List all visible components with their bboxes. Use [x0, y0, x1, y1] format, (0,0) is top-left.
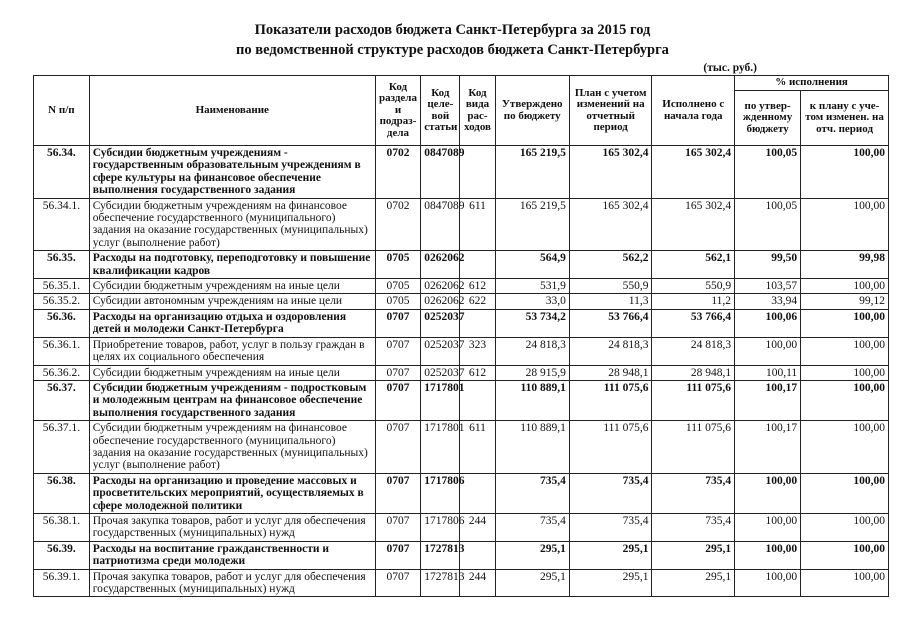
- cell-plan: 165 302,4: [569, 198, 652, 251]
- cell-executed: 53 766,4: [652, 309, 735, 337]
- cell-name: Прочая закупка товаров, работ и услуг для обеспечения государственных (муниципальных) нужд: [89, 513, 375, 541]
- cell-executed: 111 075,6: [652, 421, 735, 474]
- cell-approved: 735,4: [495, 513, 569, 541]
- table-row: [34, 473, 889, 513]
- cell-name: Расходы на воспитание гражданственности и патриотизма среди молодежи: [89, 541, 375, 569]
- budget-table: [33, 75, 889, 597]
- cell-plan: 735,4: [569, 513, 652, 541]
- cell-target: 0262062: [421, 279, 460, 294]
- cell-executed: 550,9: [652, 279, 735, 294]
- cell-pct-approved: 100,05: [735, 146, 801, 199]
- cell-target: 1727813: [421, 541, 460, 569]
- cell-pct-plan: 100,00: [801, 569, 889, 597]
- cell-name: Субсидии бюджетным учреждениям на финансовое обеспечение государственного (муниципального) задания на оказание государственных (муниципальных) услуг (выполнение работ): [89, 421, 375, 474]
- cell-plan: 53 766,4: [569, 309, 652, 337]
- table-row: [34, 279, 889, 294]
- header-approved: Утверждено по бюджету: [495, 76, 569, 146]
- cell-approved: 165 219,5: [495, 146, 569, 199]
- cell-section: 0707: [375, 309, 420, 337]
- cell-kind: [460, 146, 495, 199]
- table-row: [34, 380, 889, 420]
- cell-executed: 735,4: [652, 473, 735, 513]
- cell-name: Субсидии бюджетным учреждениям на иные цели: [89, 279, 375, 294]
- cell-pct-plan: 100,00: [801, 380, 889, 420]
- cell-name: Субсидии автономным учреждениям на иные цели: [89, 294, 375, 309]
- cell-pct-plan: 100,00: [801, 279, 889, 294]
- cell-section: 0702: [375, 146, 420, 199]
- cell-num: 56.37.1.: [34, 421, 90, 474]
- cell-num: 56.36.2.: [34, 365, 90, 380]
- table-row: [34, 198, 889, 251]
- table-row: [34, 365, 889, 380]
- cell-pct-approved: 99,50: [735, 251, 801, 279]
- cell-plan: 165 302,4: [569, 146, 652, 199]
- cell-pct-approved: 103,57: [735, 279, 801, 294]
- header-pct-approved: по утвер-жденному бюджету: [735, 91, 801, 146]
- cell-num: 56.36.: [34, 309, 90, 337]
- header-num: N п/п: [34, 76, 90, 146]
- cell-num: 56.39.1.: [34, 569, 90, 597]
- cell-plan: 550,9: [569, 279, 652, 294]
- cell-section: 0707: [375, 365, 420, 380]
- cell-target: 1717806: [421, 473, 460, 513]
- cell-pct-plan: 100,00: [801, 421, 889, 474]
- cell-pct-plan: 100,00: [801, 541, 889, 569]
- cell-pct-approved: 100,05: [735, 198, 801, 251]
- cell-pct-plan: 100,00: [801, 365, 889, 380]
- cell-name: Субсидии бюджетным учреждениям - государственным образовательным учреждениям в сфере культуры на финансовое обеспечение выполнения государственного задания: [89, 146, 375, 199]
- cell-section: 0707: [375, 513, 420, 541]
- cell-name: Расходы на подготовку, переподготовку и повышение квалификации кадров: [89, 251, 375, 279]
- cell-target: 1727813: [421, 569, 460, 597]
- header-plan: План с учетом изменений на отчетный период: [569, 76, 652, 146]
- cell-plan: 295,1: [569, 541, 652, 569]
- cell-pct-approved: 100,11: [735, 365, 801, 380]
- cell-approved: 33,0: [495, 294, 569, 309]
- cell-kind: [460, 541, 495, 569]
- cell-num: 56.39.: [34, 541, 90, 569]
- cell-pct-approved: 100,17: [735, 421, 801, 474]
- cell-pct-plan: 100,00: [801, 146, 889, 199]
- cell-num: 56.34.1.: [34, 198, 90, 251]
- cell-kind: 323: [460, 337, 495, 365]
- cell-target: 0252037: [421, 365, 460, 380]
- cell-pct-plan: 100,00: [801, 473, 889, 513]
- cell-pct-approved: 100,00: [735, 337, 801, 365]
- cell-kind: [460, 251, 495, 279]
- cell-target: 1717806: [421, 513, 460, 541]
- cell-target: 1717801: [421, 380, 460, 420]
- cell-approved: 110 889,1: [495, 380, 569, 420]
- cell-executed: 295,1: [652, 569, 735, 597]
- table-row: [34, 337, 889, 365]
- cell-num: 56.35.: [34, 251, 90, 279]
- cell-name: Приобретение товаров, работ, услуг в пользу граждан в целях их социального обеспечения: [89, 337, 375, 365]
- cell-kind: 612: [460, 365, 495, 380]
- cell-num: 56.36.1.: [34, 337, 90, 365]
- cell-num: 56.35.2.: [34, 294, 90, 309]
- cell-approved: 53 734,2: [495, 309, 569, 337]
- cell-pct-approved: 100,00: [735, 473, 801, 513]
- cell-approved: 110 889,1: [495, 421, 569, 474]
- cell-approved: 531,9: [495, 279, 569, 294]
- cell-pct-plan: 100,00: [801, 513, 889, 541]
- cell-pct-approved: 100,06: [735, 309, 801, 337]
- cell-kind: 244: [460, 569, 495, 597]
- cell-plan: 111 075,6: [569, 421, 652, 474]
- cell-num: 56.38.: [34, 473, 90, 513]
- cell-name: Расходы на организацию и проведение массовых и просветительских мероприятий, осуществляемых в сфере молодежной политики: [89, 473, 375, 513]
- cell-pct-plan: 100,00: [801, 337, 889, 365]
- cell-executed: 111 075,6: [652, 380, 735, 420]
- cell-pct-plan: 99,98: [801, 251, 889, 279]
- header-kind: Код вида рас-ходов: [460, 76, 495, 146]
- cell-kind: 612: [460, 279, 495, 294]
- document-title-line1: Показатели расходов бюджета Санкт-Петербурга за 2015 год: [254, 22, 651, 38]
- cell-executed: 295,1: [652, 541, 735, 569]
- cell-plan: 11,3: [569, 294, 652, 309]
- cell-target: 0847089: [421, 146, 460, 199]
- cell-approved: 295,1: [495, 569, 569, 597]
- cell-section: 0702: [375, 198, 420, 251]
- cell-approved: 735,4: [495, 473, 569, 513]
- cell-pct-approved: 100,00: [735, 541, 801, 569]
- cell-section: 0707: [375, 473, 420, 513]
- cell-approved: 165 219,5: [495, 198, 569, 251]
- cell-plan: 28 948,1: [569, 365, 652, 380]
- cell-target: 0252037: [421, 309, 460, 337]
- cell-num: 56.38.1.: [34, 513, 90, 541]
- table-row: [34, 513, 889, 541]
- header-executed: Исполнено с начала года: [652, 76, 735, 146]
- cell-target: 0252037: [421, 337, 460, 365]
- cell-kind: 611: [460, 421, 495, 474]
- cell-name: Прочая закупка товаров, работ и услуг для обеспечения государственных (муниципальных) нужд: [89, 569, 375, 597]
- cell-plan: 295,1: [569, 569, 652, 597]
- cell-num: 56.34.: [34, 146, 90, 199]
- cell-name: Расходы на организацию отдыха и оздоровления детей и молодежи Санкт-Петербурга: [89, 309, 375, 337]
- cell-target: 1717801: [421, 421, 460, 474]
- cell-name: Субсидии бюджетным учреждениям на финансовое обеспечение государственного (муниципального) задания на оказание государственных (муниципальных) услуг (выполнение работ): [89, 198, 375, 251]
- cell-approved: 295,1: [495, 541, 569, 569]
- cell-executed: 735,4: [652, 513, 735, 541]
- cell-plan: 24 818,3: [569, 337, 652, 365]
- cell-target: 0847089: [421, 198, 460, 251]
- cell-section: 0705: [375, 294, 420, 309]
- cell-pct-plan: 100,00: [801, 309, 889, 337]
- cell-kind: 244: [460, 513, 495, 541]
- cell-kind: [460, 473, 495, 513]
- cell-section: 0707: [375, 421, 420, 474]
- cell-executed: 28 948,1: [652, 365, 735, 380]
- cell-target: 0262062: [421, 294, 460, 309]
- cell-name: Субсидии бюджетным учреждениям - подростковым и молодежным центрам на финансовое обеспечение выполнения государственного задания: [89, 380, 375, 420]
- header-name: Наименование: [89, 76, 375, 146]
- table-row: [34, 569, 889, 597]
- cell-section: 0707: [375, 337, 420, 365]
- cell-pct-approved: 33,94: [735, 294, 801, 309]
- table-row: [34, 541, 889, 569]
- table-row: [34, 294, 889, 309]
- table-body: [34, 146, 889, 597]
- table-row: [34, 309, 889, 337]
- cell-name: Субсидии бюджетным учреждениям на иные цели: [89, 365, 375, 380]
- cell-pct-plan: 99,12: [801, 294, 889, 309]
- cell-approved: 564,9: [495, 251, 569, 279]
- document-title-line2: по ведомственной структуре расходов бюджета Санкт-Петербурга: [236, 42, 669, 58]
- cell-kind: 611: [460, 198, 495, 251]
- cell-section: 0707: [375, 380, 420, 420]
- cell-section: 0707: [375, 569, 420, 597]
- cell-executed: 11,2: [652, 294, 735, 309]
- cell-pct-approved: 100,00: [735, 513, 801, 541]
- cell-executed: 165 302,4: [652, 146, 735, 199]
- cell-num: 56.37.: [34, 380, 90, 420]
- table-row: [34, 421, 889, 474]
- table-row: [34, 251, 889, 279]
- cell-section: 0707: [375, 541, 420, 569]
- cell-approved: 24 818,3: [495, 337, 569, 365]
- cell-num: 56.35.1.: [34, 279, 90, 294]
- cell-pct-plan: 100,00: [801, 198, 889, 251]
- cell-section: 0705: [375, 279, 420, 294]
- cell-plan: 562,2: [569, 251, 652, 279]
- cell-pct-approved: 100,00: [735, 569, 801, 597]
- cell-approved: 28 915,9: [495, 365, 569, 380]
- header-target: Код целе-вой статьи: [421, 76, 460, 146]
- cell-target: 0262062: [421, 251, 460, 279]
- cell-executed: 165 302,4: [652, 198, 735, 251]
- cell-executed: 24 818,3: [652, 337, 735, 365]
- cell-kind: 622: [460, 294, 495, 309]
- cell-pct-approved: 100,17: [735, 380, 801, 420]
- cell-plan: 111 075,6: [569, 380, 652, 420]
- header-pct: % исполнения: [735, 76, 889, 91]
- table-row: [34, 146, 889, 199]
- unit-label: (тыс. руб.): [703, 62, 757, 74]
- header-section: Код раздела и подраз-дела: [375, 76, 420, 146]
- header-pct-plan: к плану с уче-том изменен. на отч. период: [801, 91, 889, 146]
- cell-kind: [460, 309, 495, 337]
- cell-plan: 735,4: [569, 473, 652, 513]
- cell-kind: [460, 380, 495, 420]
- cell-executed: 562,1: [652, 251, 735, 279]
- cell-section: 0705: [375, 251, 420, 279]
